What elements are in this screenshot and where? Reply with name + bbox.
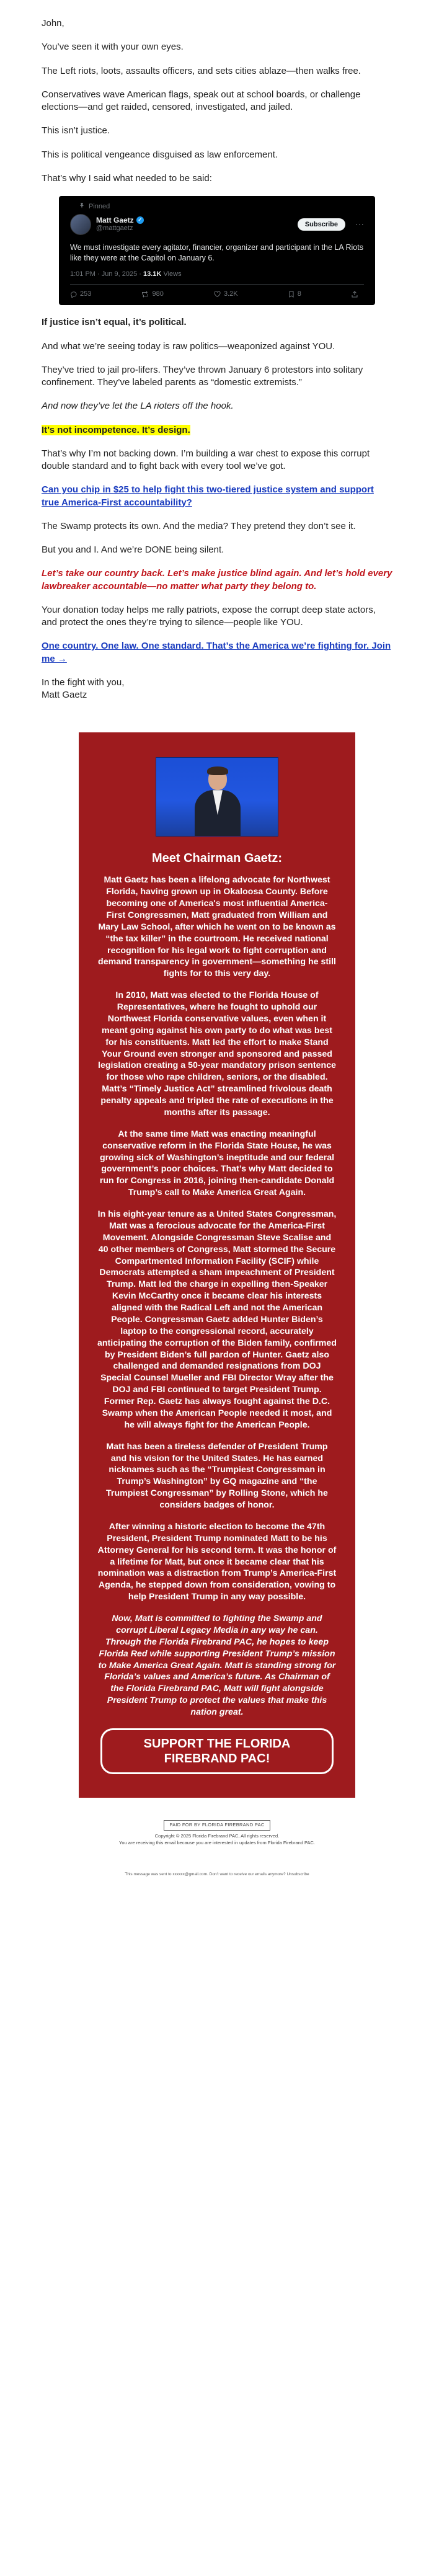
tweet-timestamp[interactable]: 1:01 PM · Jun 9, 2025 · [70,270,141,278]
tweet-actions [70,285,364,299]
paragraph: If justice isn’t equal, it’s political. [42,317,187,328]
cta-paragraph [42,484,392,509]
bio-paragraph: Now, Matt is committed to fighting the Swamp and corrupt Liberal Legacy Media in any way he can. Through the Florida Firebrand PAC, he hopes to keep Florida Red while supporting President Trump’s mission to Make America Great Again. Matt is standing strong for Florida’s values and America’s future. As Chairman of the Florida Firebrand PAC, Matt will fight alongside President Trump to protect the values that make this nation great. [98,1614,336,1718]
author-handle[interactable]: @mattgaetz [96,224,133,233]
share-action[interactable] [352,290,358,299]
repost-action[interactable] [141,290,163,299]
bio-heading: Meet Chairman Gaetz: [151,851,283,866]
email-footer [42,1820,392,1877]
bio-paragraph: In his eight-year tenure as a United States Congressman, Matt was a ferocious advocate for the America-First Movement. Alongside Congressman Steve Scalise and 40 other members of Congress, Matt stormed the Secure Compartmented Information Facility (SCIF) while Democrats attempted a sham impeachment of President Trump. Matt led the charge in expelling then-Speaker Kevin McCarthy once it became clear his interests aligned with the Radical Left and not the American People. Congressman Gaetz added Hunter Biden’s laptop to the congressional record, accurately anticipating the corruption of the Biden family, confirmed by President Biden’s full pardon of Hunter. Gaetz also challenged and demanded resignations from DOJ Special Counsel Mueller and FBI Director Wray after the DOJ and FBI continued to target President Trump. Former Rep. Gaetz has always fought against the D.C. Swamp when the American People needed it most, and he will always fight for the American People. [97,1209,337,1430]
tweet-header [70,214,364,235]
red-callout: Let’s take our country back. Let’s make justice blind again. And let’s hold every lawbreaker accountable—no matter what party they belong to. [42,568,392,592]
paragraph: The Swamp protects its own. And the media? They pretend they don’t see it. [42,520,356,531]
support-pac-button[interactable]: SUPPORT THE FLORIDA FIREBRAND PAC! [100,1728,334,1774]
bookmark-icon [288,291,294,298]
like-count: 3.2K [223,290,238,298]
bookmark-count: 8 [297,290,301,298]
paragraph: This is political vengeance disguised as law enforcement. [42,149,278,160]
paragraph: The Left riots, loots, assaults officers, and sets cities ablaze—then walks free. [42,65,361,76]
more-options-icon[interactable]: ··· [355,219,364,229]
avatar[interactable] [70,214,91,235]
repost-count: 980 [152,290,164,298]
embedded-tweet[interactable] [59,196,375,305]
paragraph: And what we’re seeing today is raw politics—weaponized against YOU. [42,340,335,352]
bio-paragraph: Matt Gaetz has been a lifelong advocate for Northwest Florida, having grown up in Okaloosa County. Before becoming one of America's most influential America-First Congressmen, Matt graduated from William and Mary Law School, after which he went on to be known as “the tax killer” in the courtroom. He received national recognition for his legal work to fight corruption and demand transparency in government—something he still fights for to this very day. [98,875,336,979]
bio-paragraph: In 2010, Matt was elected to the Florida House of Representatives, where he fought to uphold our Northwest Florida conservative values, even when it meant going against his own party to do what was best for his constituents. Matt led the effort to make Stand Your Ground even stronger and sponsored and passed legislation creating a 50-year mandatory prison sentence for those who rape children, seniors, or the disabled. Matt’s “Timely Justice Act” streamlined frivolous death penalty appeals and tripled the rate of executions in the months after its passage. [98,990,336,1117]
paragraph: That’s why I’m not backing down. I’m building a war chest to expose this corrupt double standard and to fight back with every tool we’ve got. [42,448,370,472]
tweet-views-label: Views [163,270,182,278]
paragraph: Conservatives wave American flags, speak out at school boards, or challenge elections—and get raided, censored, investigated, and jailed. [42,89,361,112]
greeting: John, [42,18,64,29]
person-silhouette [195,768,241,837]
verified-badge-icon: ✓ [136,216,144,224]
pin-icon [79,202,85,211]
author-name-row[interactable] [96,216,293,224]
share-icon [352,291,358,298]
pinned-indicator [79,202,364,211]
paragraph: And now they’ve let the LA rioters off the hook. [42,401,234,412]
subscription-reason: You are receiving this email because you are interested in updates from Florida Firebrand PAC. [119,1839,315,1845]
subscribe-button[interactable]: Subscribe [298,218,345,231]
paid-for-disclaimer: PAID FOR BY FLORIDA FIREBRAND PAC [164,1820,270,1831]
highlighted-text: It’s not incompetence. It’s design. [42,424,190,435]
bio-paragraph: At the same time Matt was enacting meaningful conservative reform in the Florida State House, he was growing sick of Washington’s ineptitude and our federal government’s poor choices. That’s why Matt decided to run for Congress in 2016, joining then-candidate Donald Trump’s call to Make America Great Again. [99,1129,335,1198]
chairman-photo [156,757,278,837]
signature-block [42,677,392,702]
bio-paragraph: Matt has been a tireless defender of President Trump and his vision for the United States. He has earned nicknames such as the “Trumpiest Congressman in Trump’s Washington” by GQ magazine and “the Trumpiest Congressman” by Rolling Stone, which he considers badges of honor. [106,1441,328,1511]
tweet-text: We must investigate every agitator, financier, organizer and participant in the LA Riots like they were at the Capitol on January 6. [70,242,363,262]
paragraph: But you and I. And we’re DONE being silent. [42,544,224,556]
tweet-meta [70,270,364,285]
paragraph: Your donation today helps me rally patriots, expose the corrupt deep state actors, and protect the ones they’re trying to silence—people like YOU. [42,604,376,628]
reply-icon [70,291,77,298]
cta-paragraph [42,640,392,665]
repost-icon [141,291,149,298]
paragraph: That’s why I said what needed to be said: [42,172,212,184]
paragraph: You’ve seen it with your own eyes. [42,42,184,53]
highlight-paragraph [42,424,392,437]
paragraph: This isn’t justice. [42,125,110,136]
signoff: In the fight with you, [42,677,125,688]
signature: Matt Gaetz [42,690,87,701]
paragraph: They’ve tried to jail pro-lifers. They’ve thrown January 6 protestors into solitary confinement. They’ve labeled parents as “domestic extremists.” [42,364,363,388]
reply-action[interactable] [70,290,91,299]
donate-25-link[interactable]: Can you chip in $25 to help fight this two-tiered justice system and support true America-First accountability? [42,484,374,508]
bio-paragraph: After winning a historic election to become the 47th President, President Trump nominated Matt to be his Attorney General for his second term. It was the honor of a lifetime for Matt, but once it became clear that his nomination was a distraction from Trump’s America-First Agenda, he stepped down from consideration, vowing to help President Trump in any way possible. [97,1521,337,1602]
tweet-views-count: 13.1K [143,270,162,278]
heart-icon [214,291,221,298]
bookmark-action[interactable] [288,290,301,299]
author-name[interactable]: Matt Gaetz [96,216,134,225]
pinned-label: Pinned [89,203,110,210]
tweet-author [96,216,293,233]
reply-count: 253 [80,290,92,298]
unsubscribe-text[interactable]: This message was sent to xxxxxx@gmail.com. Don't want to receive our emails anymore? Unsubscribe [125,1872,309,1876]
like-action[interactable] [214,290,238,299]
copyright-text: Copyright © 2025 Florida Firebrand PAC, All rights reserved. [154,1832,280,1839]
bio-section [79,732,355,1798]
join-me-link[interactable]: One country. One law. One standard. That’s the America we’re fighting for. Join me → [42,641,391,664]
